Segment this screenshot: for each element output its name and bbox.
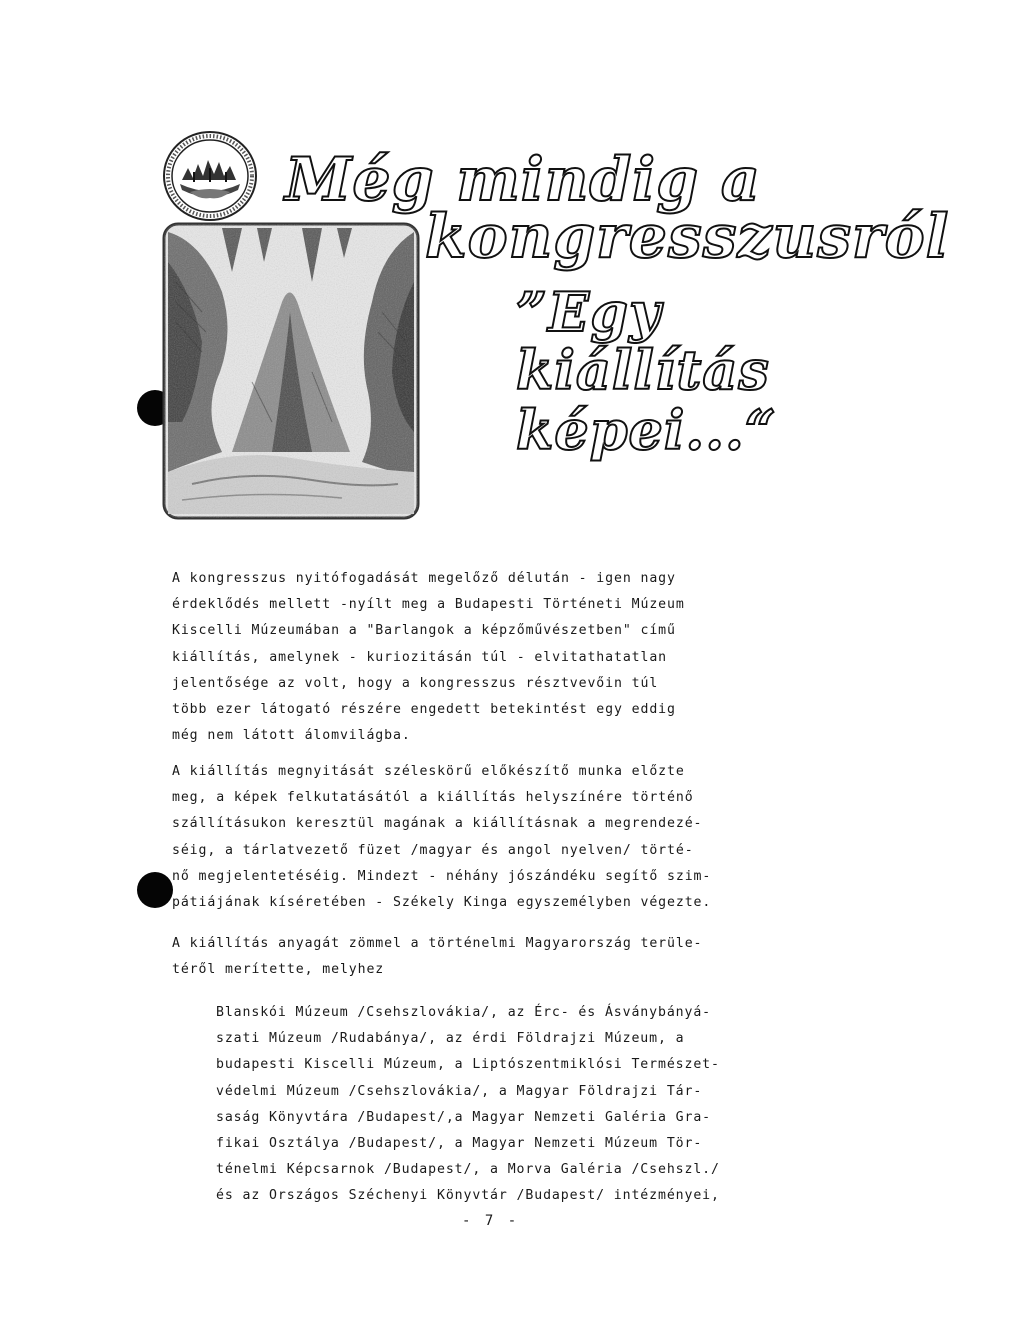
text-line: és az Országos Széchenyi Könyvtár /Budapest/ intézményei, — [216, 1188, 720, 1204]
paragraph-4-institutions — [216, 1000, 720, 1210]
subtitle-line-1: ”Egy — [516, 280, 662, 344]
text-line: saság Könyvtára /Budapest/,a Magyar Nemzeti Galéria Gra- — [216, 1109, 712, 1125]
text-line: téről merítette, melyhez — [172, 962, 385, 978]
text-line: Blanskói Múzeum /Csehszlovákia/, az Érc- és Ásványbányá- — [216, 1005, 712, 1020]
text-line: meg, a képek felkutatásától a kiállítás helyszínére történő — [172, 790, 694, 806]
text-line: védelmi Múzeum /Csehszlovákia/, a Magyar Földrajzi Tár- — [216, 1083, 703, 1099]
cave-illustration — [162, 222, 420, 520]
text-line: még nem látott álomvilágba. — [172, 728, 411, 744]
text-line: A kiállítás megnyitását széleskörű előkészítő munka előzte — [172, 764, 685, 779]
paragraph-1 — [172, 566, 685, 749]
paragraph-3 — [172, 931, 702, 983]
subtitle-line-3: képei...“ — [516, 398, 777, 462]
text-line: szállításukon keresztül magának a kiállításnak a megrendezé- — [172, 816, 703, 832]
text-line: A kongresszus nyitófogadását megelőző délután - igen nagy — [172, 571, 676, 586]
paragraph-2 — [172, 759, 711, 916]
text-line: érdeklődés mellett -nyílt meg a Budapesti Történeti Múzeum — [172, 597, 685, 613]
punch-hole-bottom — [137, 872, 173, 908]
text-line: A kiállítás anyagát zömmel a történelmi Magyarország terüle- — [172, 936, 703, 951]
congress-seal-logo — [160, 128, 260, 224]
text-line: fikai Osztálya /Budapest/, a Magyar Nemzeti Múzeum Tör- — [216, 1135, 703, 1151]
text-line: séig, a tárlatvezető füzet /magyar és angol nyelven/ törté- — [172, 842, 694, 858]
subtitle-line-2: kiállítás — [516, 338, 770, 402]
title-line-2: kongresszusról — [425, 202, 950, 272]
text-line: kiállítás, amelynek - kuriozitásán túl - elvitathatatlan — [172, 649, 668, 665]
text-line: több ezer látogató részére engedett betekintést egy eddig — [172, 701, 676, 717]
text-line: nő megjelentetéséig. Mindezt - néhány jószándéku segítő szim- — [172, 868, 712, 884]
text-line: pátiájának kíséretében - Székely Kinga egyszemélyben végezte. — [172, 894, 712, 910]
text-line: Kiscelli Múzeumában a "Barlangok a képzőművészetben" című — [172, 623, 676, 639]
text-line: jelentősége az volt, hogy a kongresszus résztvevőin túl — [172, 675, 659, 691]
text-line: ténelmi Képcsarnok /Budapest/, a Morva Galéria /Csehszl./ — [216, 1162, 720, 1178]
text-line: szati Múzeum /Rudabánya/, az érdi Földrajzi Múzeum, a — [216, 1031, 685, 1047]
page-number: - 7 - — [462, 1213, 520, 1229]
text-line: budapesti Kiscelli Múzeum, a Liptószentmiklósi Természet- — [216, 1057, 720, 1073]
title-line-1: Még mindig a — [285, 145, 761, 215]
